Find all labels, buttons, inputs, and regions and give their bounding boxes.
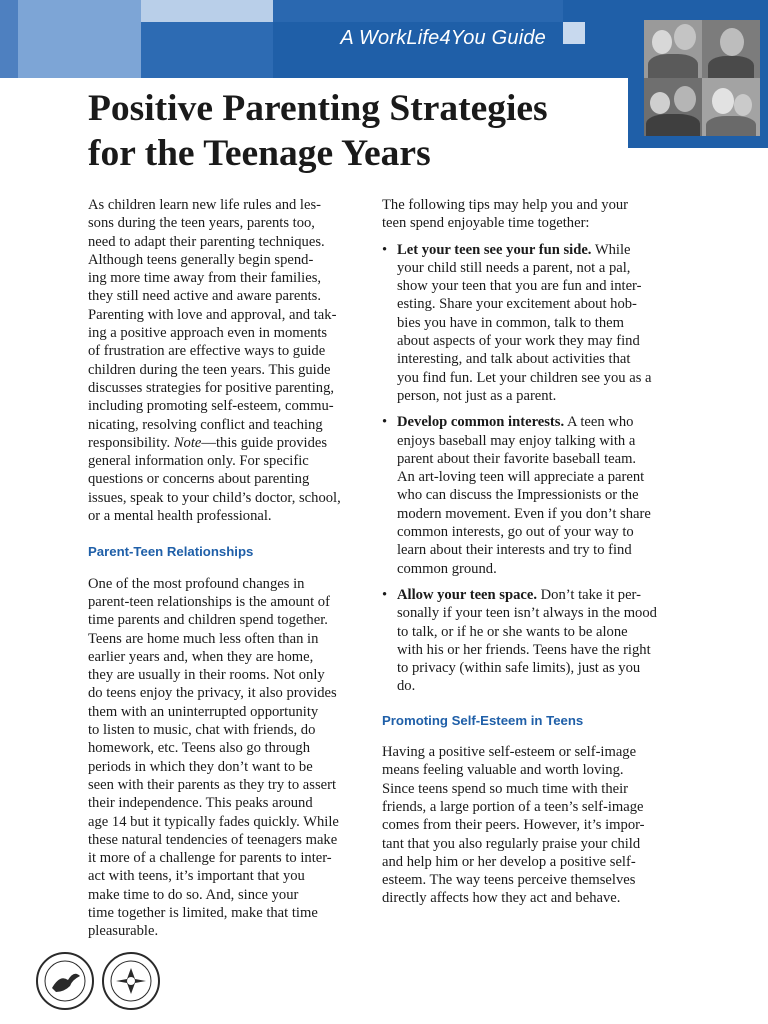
text-line: general information only. For specific [88,453,309,470]
list-item [382,241,678,406]
text-line: their independence. This peaks around [88,795,313,812]
text-line: interesting, and talk about activities that [397,351,631,368]
text-line: make time to do so. And, since your [88,886,299,903]
text-line: common ground. [397,560,497,577]
text-line: Since teens spend so much time with their [382,780,629,797]
text-line: periods in which they don’t want to be [88,758,313,775]
text-line: earlier years and, when they are home, [88,648,314,665]
bullet: • [382,414,388,431]
text-line: nicating, resolving conflict and teaching [88,416,323,433]
list-item [382,413,678,578]
text-line: and help him or her develop a positive self- [382,853,636,870]
text-line: do teens enjoy the privacy, it also provides [88,685,337,702]
text-line: One of the most profound changes in [88,575,305,592]
text-line: or a mental health professional. [88,508,272,525]
bullet: • [382,241,388,258]
text-line: esting. Share your excitement about hob- [397,296,637,313]
tip-lead: Allow your teen space. [397,586,537,603]
text-line: common interests, go out of your way to [397,524,634,541]
text-line: about aspects of your work they may find [397,333,640,350]
text-line [397,241,678,259]
text-line: As children learn new life rules and les- [88,197,322,213]
list-item [382,586,678,696]
text-line: esteem. The way teens perceive themselves [382,872,636,889]
text-line: The following tips may help you and your [382,197,629,213]
text-line: with his or her friends. Teens have the right [397,641,651,658]
text-line: teen spend enjoyable time together: [382,215,590,232]
text-line: of frustration are effective ways to guide [88,343,326,360]
header-tile [141,22,273,78]
right-column [382,196,678,926]
text-line: it more of a challenge for parents to inter- [88,850,332,867]
header-tile [141,0,273,22]
text-line: directly affects how they act and behave. [382,890,621,907]
tips-list [382,241,678,696]
text-line: you find fun. Let your children see you as a [397,369,652,386]
text-line: these natural tendencies of teenagers make [88,831,338,848]
text-line: bies you have in common, talk to them [397,314,624,331]
parent-teen-paragraph [88,575,368,941]
text-line: your child still needs a parent, not a pal, [397,259,631,276]
bullet: • [382,586,388,603]
text-line: tant that you also regularly praise your child [382,835,641,852]
text-line: discusses strategies for positive parenting, [88,379,335,396]
text-line: Parenting with love and approval, and tak- [88,306,337,323]
text-line: do. [397,678,416,695]
title-line: Positive Parenting Strategies [88,88,548,129]
text-line: children during the teen years. This guide [88,361,331,378]
text-line: who can discuss the Impressionists or the [397,487,639,504]
header-tile [563,22,585,44]
text-line [397,413,678,431]
text-line: friends, a large portion of a teen’s self-image [382,798,644,815]
hhs-seal-icon [36,952,94,1010]
text-line: means feeling valuable and worth loving. [382,762,624,779]
text-line: Having a positive self-esteem or self-image [382,744,637,761]
niosh-seal-icon [102,952,160,1010]
header-tile [18,0,141,78]
text-line: issues, speak to your child’s doctor, school, [88,489,341,506]
text-line: comes from their peers. However, it’s impor- [382,817,645,834]
text-line: parent-teen relationships is the amount of [88,593,330,610]
header-tile [273,0,563,22]
note-prefix: responsibility. [88,434,174,451]
text-line: enjoys baseball may enjoy talking with a [397,432,636,449]
text-line: to listen to music, chat with friends, do [88,722,316,739]
text-line: ing a positive approach even in moments [88,325,328,342]
family-photo [702,20,760,78]
family-photo [702,78,760,136]
text-line: sonally if your teen isn’t always in the mood [397,605,657,622]
family-photo [644,78,702,136]
text-line: age 14 but it typically fades quickly. While [88,813,339,830]
self-esteem-paragraph [382,743,678,908]
section-heading-parent-teen: Parent-Teen Relationships [88,544,254,560]
tip-lead: Let your teen see your fun side. [397,241,592,258]
text-line: Teens are home much less often than in [88,630,319,647]
note-suffix: —this guide provides [201,434,328,451]
text-line: person, not just as a parent. [397,387,557,404]
header-tile [0,0,18,78]
text-line: they still need active and aware parents. [88,288,321,305]
tip-text: While [591,241,631,258]
text-line: to privacy (within safe limits), just as you [397,660,641,677]
text-line: they are usually in their rooms. Not only [88,667,325,684]
text-line: homework, etc. Teens also go through [88,740,311,757]
guide-subtitle: A WorkLife4You Guide [340,27,546,49]
text-line: modern movement. Even if you don’t share [397,505,651,522]
text-line: learn about their interests and try to find [397,542,632,559]
tip-lead: Develop common interests. [397,414,565,431]
text-line [88,434,368,452]
text-line: sons during the teen years, parents too, [88,215,315,232]
text-line: Although teens generally begin spend- [88,251,314,268]
text-line: seen with their parents as they try to assert [88,776,337,793]
text-line: An art-loving teen will appreciate a parent [397,469,645,486]
text-line: parent about their favorite baseball team. [397,450,637,467]
tips-intro [382,196,678,233]
intro-paragraph [88,196,368,525]
text-line: to talk, or if he or she wants to be alone [397,623,628,640]
text-line: ing more time away from their families, [88,270,322,287]
text-line: need to adapt their parenting techniques. [88,233,325,250]
text-line: time together is limited, make that time [88,904,318,921]
title-line: for the Teenage Years [88,133,431,174]
text-line [397,586,678,604]
text-line: including promoting self-esteem, commu- [88,398,334,415]
text-line: questions or concerns about parenting [88,471,310,488]
footer-logos [36,952,166,1014]
text-line: pleasurable. [88,923,159,940]
family-photo [644,20,702,78]
text-line: time parents and children spend together. [88,612,328,629]
tip-text: Don’t take it per- [536,586,641,603]
note-label: Note [173,434,202,451]
text-line: show your teen that you are fun and inter- [397,278,642,295]
section-heading-self-esteem: Promoting Self-Esteem in Teens [382,712,584,728]
text-line: act with teens, it’s important that you [88,868,305,885]
tip-text: A teen who [564,414,634,431]
text-line: them with an uninterrupted opportunity [88,703,319,720]
page-title [88,86,628,176]
left-column [88,196,368,959]
